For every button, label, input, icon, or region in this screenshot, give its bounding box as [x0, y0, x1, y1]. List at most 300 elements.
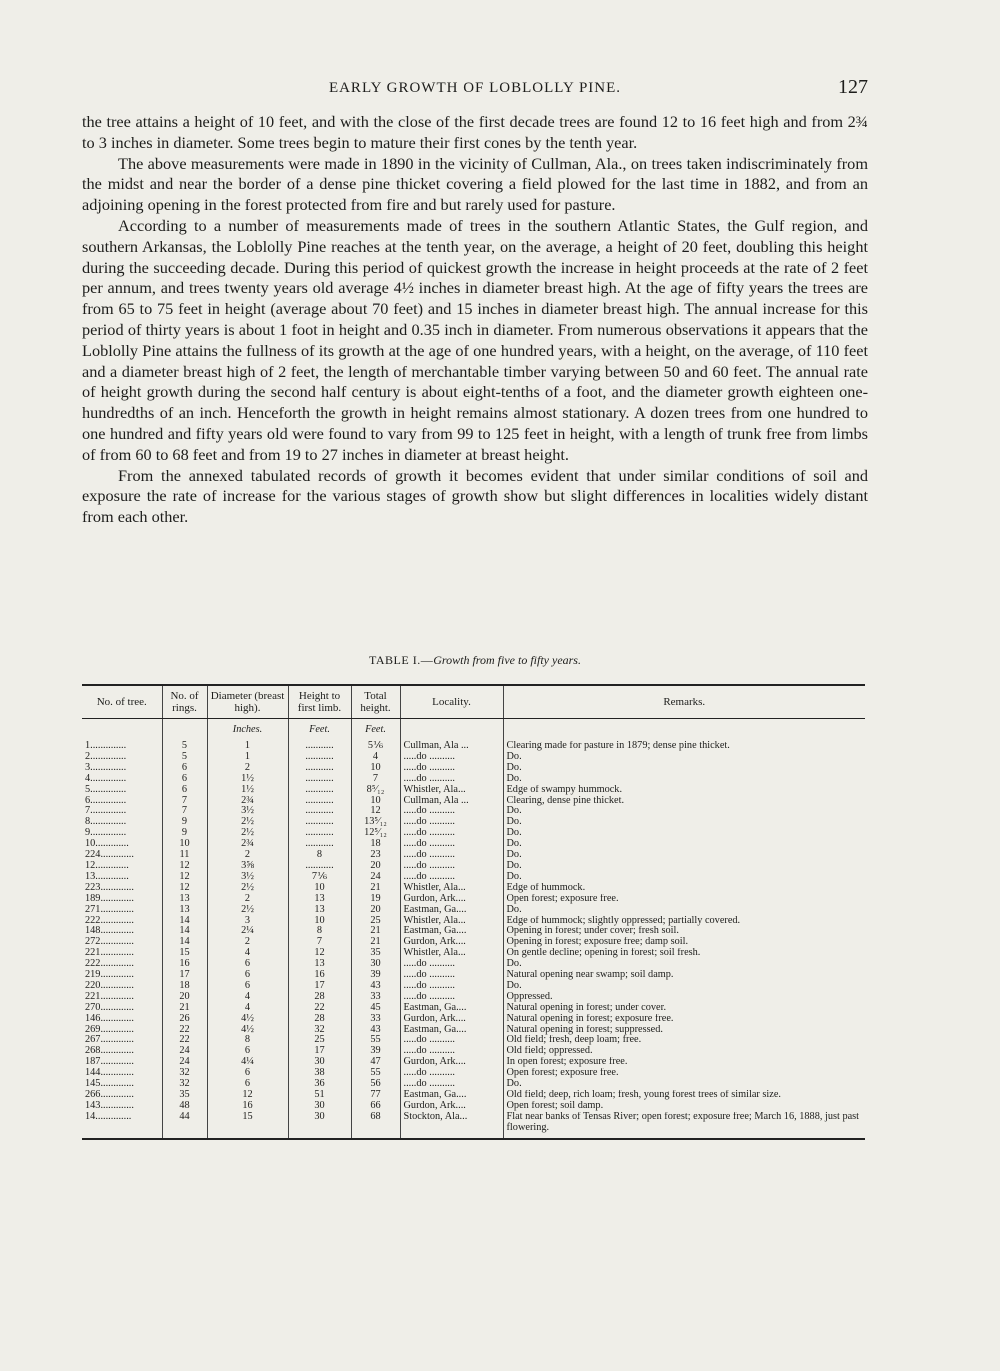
table-row	[82, 796, 865, 807]
cell-remarks: Old field; oppressed.	[506, 1046, 593, 1057]
cell-total-height: 43	[351, 1025, 400, 1036]
cell-first-limb: 16	[288, 970, 351, 981]
table-row	[82, 1079, 865, 1090]
cell-tree-number: 221.............	[82, 992, 162, 1003]
table-row	[82, 839, 865, 850]
cell-diameter: 2½	[207, 817, 288, 828]
cell-diameter: 2¼	[207, 926, 288, 937]
cell-locality: .....do ..........	[400, 981, 503, 992]
cell-tree-number: 7..............	[82, 806, 162, 817]
cell-locality: Gurdon, Ark....	[400, 1014, 503, 1025]
cell-first-limb: ...........	[288, 817, 351, 828]
cell-total-height: 47	[351, 1057, 400, 1068]
cell-remarks: Do.	[506, 1079, 522, 1090]
cell-first-limb: 13	[288, 894, 351, 905]
cell-diameter: 3½	[207, 872, 288, 883]
cell-tree-number: 148.............	[82, 926, 162, 937]
cell-diameter: 1	[207, 741, 288, 752]
cell-rings: 6	[162, 785, 207, 796]
cell-total-height: 21	[351, 883, 400, 894]
units-cell	[400, 719, 503, 742]
cell-first-limb: ...........	[288, 763, 351, 774]
cell-tree-number: 3..............	[82, 763, 162, 774]
cell-first-limb: 28	[288, 1014, 351, 1025]
table-row	[82, 763, 865, 774]
cell-rings: 12	[162, 883, 207, 894]
paragraph: From the annexed tabulated records of growth it becomes evident that under similar conditions of soil and exposure the rate of increase for the various stages of growth show but slight differences in localities widely distant from each other.	[82, 465, 868, 527]
cell-remarks: Edge of swampy hummock.	[506, 784, 623, 795]
cell-tree-number: 145.............	[82, 1079, 162, 1090]
cell-diameter: 6	[207, 959, 288, 970]
cell-total-height: 33	[351, 992, 400, 1003]
cell-diameter: 15	[207, 1112, 288, 1138]
cell-diameter: 3⅝	[207, 861, 288, 872]
cell-total-height: 10	[351, 763, 400, 774]
table-header	[82, 685, 865, 719]
cell-tree-number: 144.............	[82, 1068, 162, 1079]
cell-rings: 13	[162, 905, 207, 916]
col-header-height: Total height.	[351, 685, 400, 719]
cell-first-limb: 17	[288, 981, 351, 992]
cell-first-limb: 13	[288, 959, 351, 970]
cell-locality: Eastman, Ga....	[400, 1090, 503, 1101]
cell-locality: Whistler, Ala...	[400, 883, 503, 894]
cell-first-limb: 7	[288, 937, 351, 948]
cell-locality: .....do ..........	[400, 970, 503, 981]
cell-total-height: 33	[351, 1014, 400, 1025]
cell-rings: 12	[162, 861, 207, 872]
cell-locality: Stockton, Ala...	[400, 1112, 503, 1138]
units-cell	[162, 719, 207, 742]
cell-rings: 16	[162, 959, 207, 970]
cell-tree-number: 222.............	[82, 916, 162, 927]
cell-tree-number: 187.............	[82, 1057, 162, 1068]
cell-first-limb: 38	[288, 1068, 351, 1079]
cell-locality: Whistler, Ala...	[400, 916, 503, 927]
cell-diameter: 4	[207, 1003, 288, 1014]
cell-rings: 22	[162, 1035, 207, 1046]
cell-locality: .....do ..........	[400, 774, 503, 785]
table-row	[82, 981, 865, 992]
cell-diameter: 4	[207, 948, 288, 959]
cell-remarks: Clearing, dense pine thicket.	[506, 795, 625, 806]
cell-tree-number: 13.............	[82, 872, 162, 883]
cell-total-height: 35	[351, 948, 400, 959]
paragraph: the tree attains a height of 10 feet, and with the close of the first decade trees are found 12 to 16 feet high and from 2¾ to 3 inches in diameter. Some trees begin to mature their first cones by the tenth year.	[82, 112, 868, 152]
cell-locality: .....do ..........	[400, 1068, 503, 1079]
body-text	[82, 112, 868, 528]
growth-table-grid	[82, 684, 865, 1138]
cell-rings: 10	[162, 839, 207, 850]
cell-tree-number: 268.............	[82, 1046, 162, 1057]
cell-locality: .....do ..........	[400, 992, 503, 1003]
cell-remarks: Open forest; exposure free.	[506, 1068, 619, 1079]
cell-diameter: 4	[207, 992, 288, 1003]
cell-total-height: 18	[351, 839, 400, 850]
cell-remarks: Open forest; soil damp.	[506, 1100, 604, 1111]
table-row	[82, 785, 865, 796]
table-row	[82, 1101, 865, 1112]
cell-remarks: On gentle decline; opening in forest; soil fresh.	[506, 948, 701, 959]
cell-total-height: 7	[351, 774, 400, 785]
cell-locality: .....do ..........	[400, 959, 503, 970]
table-row	[82, 992, 865, 1003]
cell-rings: 14	[162, 916, 207, 927]
cell-total-height: 21	[351, 926, 400, 937]
page-number: 127	[838, 76, 868, 98]
cell-locality: Eastman, Ga....	[400, 926, 503, 937]
cell-diameter: 6	[207, 970, 288, 981]
cell-tree-number: 2..............	[82, 752, 162, 763]
cell-tree-number: 223.............	[82, 883, 162, 894]
cell-locality: Gurdon, Ark....	[400, 1057, 503, 1068]
cell-rings: 14	[162, 937, 207, 948]
cell-locality: .....do ..........	[400, 817, 503, 828]
cell-first-limb: ...........	[288, 839, 351, 850]
table-row	[82, 850, 865, 861]
cell-remarks: Natural opening in forest; exposure free.	[506, 1013, 674, 1024]
growth-table	[82, 684, 865, 1140]
cell-diameter: 2	[207, 763, 288, 774]
cell-rings: 9	[162, 828, 207, 839]
paragraph: According to a number of measurements made of trees in the southern Atlantic States, the Gulf region, and southern Arkansas, the Loblolly Pine reaches at the tenth year, on the average, a height of 20 feet, doubling this height during the succeeding decade. During this period of quickest growth the increase in height proceeds at the rate of 2 feet per annum, and trees twenty years old average 4½ inches in diameter breast high. At the age of fifty years the trees are from 65 to 75 feet in height (average about 70 feet) and 15 inches in diameter breast high. The annual increase for this period of thirty years is about 1 foot in height and 0.35 inch in diameter. From numerous observations it appears that the Loblolly Pine attains the fullness of its growth at the age of one hundred years, with a height, on the average, of 110 feet and a diameter breast high of 2 feet, the length of merchantable timber varying between 50 and 60 feet. The annual rate of height growth during the second half century is about eight-tenths of a foot, and the diameter growth eighteen one-hundredths of an inch. Henceforth the growth in height remains almost stationary. A dozen trees from one hundred to one hundred and fifty years old were found to vary from 99 to 125 feet in height, with a length of trunk free from limbs of from 60 to 68 feet and from 19 to 27 inches in diameter at breast height.	[82, 215, 868, 464]
cell-tree-number: 8..............	[82, 817, 162, 828]
cell-total-height: 39	[351, 970, 400, 981]
table-row	[82, 774, 865, 785]
cell-locality: Gurdon, Ark....	[400, 1101, 503, 1112]
cell-locality: .....do ..........	[400, 828, 503, 839]
cell-diameter: 1½	[207, 785, 288, 796]
cell-remarks: Flat near banks of Tensas River; open forest; exposure free; March 16, 1888, just past flowering.	[506, 1111, 860, 1133]
cell-first-limb: ...........	[288, 785, 351, 796]
cell-total-height: 23	[351, 850, 400, 861]
cell-rings: 32	[162, 1079, 207, 1090]
cell-tree-number: 270.............	[82, 1003, 162, 1014]
table-body	[82, 719, 865, 1138]
cell-total-height: 77	[351, 1090, 400, 1101]
col-header-limb: Height to first limb.	[288, 685, 351, 719]
cell-total-height: 43	[351, 981, 400, 992]
cell-total-height: 56	[351, 1079, 400, 1090]
cell-rings: 24	[162, 1057, 207, 1068]
cell-diameter: 2½	[207, 905, 288, 916]
cell-first-limb: ...........	[288, 774, 351, 785]
cell-first-limb: ...........	[288, 752, 351, 763]
cell-rings: 35	[162, 1090, 207, 1101]
table-row	[82, 959, 865, 970]
cell-locality: .....do ..........	[400, 850, 503, 861]
cell-locality: Eastman, Ga....	[400, 1003, 503, 1014]
cell-total-height: 10	[351, 796, 400, 807]
cell-remarks: In open forest; exposure free.	[506, 1057, 628, 1068]
cell-remarks: Edge of hummock; slightly oppressed; partially covered.	[506, 915, 741, 926]
cell-first-limb: 30	[288, 1112, 351, 1138]
cell-locality: Cullman, Ala ...	[400, 796, 503, 807]
table-row	[82, 828, 865, 839]
cell-first-limb: ...........	[288, 796, 351, 807]
cell-first-limb: 10	[288, 916, 351, 927]
cell-diameter: 4½	[207, 1014, 288, 1025]
table-row	[82, 1068, 865, 1079]
cell-tree-number: 4..............	[82, 774, 162, 785]
cell-locality: .....do ..........	[400, 806, 503, 817]
cell-total-height: 25	[351, 916, 400, 927]
cell-total-height: 12⁵⁄₁₂	[351, 828, 400, 839]
cell-diameter: 12	[207, 1090, 288, 1101]
cell-total-height: 20	[351, 905, 400, 916]
cell-first-limb: 22	[288, 1003, 351, 1014]
cell-diameter: 2½	[207, 883, 288, 894]
cell-first-limb: 51	[288, 1090, 351, 1101]
cell-diameter: 2¾	[207, 796, 288, 807]
table-row	[82, 1025, 865, 1036]
table-row	[82, 1014, 865, 1025]
table-row	[82, 872, 865, 883]
cell-rings: 15	[162, 948, 207, 959]
cell-locality: Gurdon, Ark....	[400, 937, 503, 948]
cell-remarks: Do.	[506, 773, 522, 784]
cell-rings: 6	[162, 774, 207, 785]
cell-tree-number: 10.............	[82, 839, 162, 850]
cell-first-limb: ...........	[288, 741, 351, 752]
cell-remarks: Do.	[506, 839, 522, 850]
cell-rings: 12	[162, 872, 207, 883]
cell-rings: 7	[162, 806, 207, 817]
cell-remarks: Old field; fresh, deep loam; free.	[506, 1035, 642, 1046]
units-row	[82, 719, 865, 742]
table-row	[82, 861, 865, 872]
cell-rings: 26	[162, 1014, 207, 1025]
cell-remarks: Edge of hummock.	[506, 882, 586, 893]
cell-first-limb: ...........	[288, 828, 351, 839]
cell-diameter: 16	[207, 1101, 288, 1112]
cell-diameter: 3½	[207, 806, 288, 817]
cell-tree-number: 266.............	[82, 1090, 162, 1101]
cell-first-limb: 7⅙	[288, 872, 351, 883]
col-header-diameter: Diameter (breast high).	[207, 685, 288, 719]
cell-remarks: Natural opening in forest; under cover.	[506, 1002, 667, 1013]
cell-remarks: Oppressed.	[506, 991, 553, 1002]
cell-tree-number: 220.............	[82, 981, 162, 992]
cell-total-height: 19	[351, 894, 400, 905]
cell-tree-number: 222.............	[82, 959, 162, 970]
table-row	[82, 916, 865, 927]
col-header-locality: Locality.	[400, 685, 503, 719]
units-cell	[82, 719, 162, 742]
table-row	[82, 1035, 865, 1046]
cell-diameter: 6	[207, 1046, 288, 1057]
cell-total-height: 21	[351, 937, 400, 948]
table-row	[82, 752, 865, 763]
cell-tree-number: 267.............	[82, 1035, 162, 1046]
cell-total-height: 30	[351, 959, 400, 970]
cell-total-height: 4	[351, 752, 400, 763]
cell-remarks: Do.	[506, 860, 522, 871]
units-limb: Feet.	[288, 719, 351, 742]
cell-remarks: Opening in forest; under cover; fresh soil.	[506, 926, 679, 937]
cell-total-height: 68	[351, 1112, 400, 1138]
cell-locality: .....do ..........	[400, 861, 503, 872]
table-row	[82, 948, 865, 959]
cell-locality: Cullman, Ala ...	[400, 741, 503, 752]
cell-locality: Gurdon, Ark....	[400, 894, 503, 905]
cell-tree-number: 12.............	[82, 861, 162, 872]
cell-locality: Whistler, Ala...	[400, 785, 503, 796]
cell-total-height: 13⁵⁄₁₂	[351, 817, 400, 828]
cell-remarks: Old field; deep, rich loam; fresh, young forest trees of similar size.	[506, 1090, 782, 1100]
table-row	[82, 1057, 865, 1068]
cell-rings: 48	[162, 1101, 207, 1112]
cell-total-height: 66	[351, 1101, 400, 1112]
cell-locality: Eastman, Ga....	[400, 1025, 503, 1036]
cell-first-limb: 28	[288, 992, 351, 1003]
cell-remarks: Do.	[506, 871, 522, 882]
table-row	[82, 741, 865, 752]
cell-rings: 17	[162, 970, 207, 981]
cell-remarks: Open forest; exposure free.	[506, 893, 619, 904]
cell-tree-number: 143.............	[82, 1101, 162, 1112]
cell-rings: 21	[162, 1003, 207, 1014]
table-row	[82, 1112, 865, 1138]
col-header-remarks: Remarks.	[503, 685, 865, 719]
cell-diameter: 3	[207, 916, 288, 927]
col-header-tree: No. of tree.	[82, 685, 162, 719]
cell-diameter: 4¼	[207, 1057, 288, 1068]
cell-tree-number: 146.............	[82, 1014, 162, 1025]
table-row	[82, 937, 865, 948]
col-header-rings: No. of rings.	[162, 685, 207, 719]
cell-remarks: Natural opening in forest; suppressed.	[506, 1024, 663, 1035]
cell-remarks: Do.	[506, 904, 522, 915]
cell-tree-number: 6..............	[82, 796, 162, 807]
cell-rings: 13	[162, 894, 207, 905]
cell-locality: .....do ..........	[400, 1035, 503, 1046]
cell-first-limb: 25	[288, 1035, 351, 1046]
cell-first-limb: 36	[288, 1079, 351, 1090]
cell-tree-number: 1..............	[82, 741, 162, 752]
table-row	[82, 883, 865, 894]
units-diameter: Inches.	[207, 719, 288, 742]
cell-remarks: Do.	[506, 751, 522, 762]
cell-rings: 24	[162, 1046, 207, 1057]
cell-diameter: 2½	[207, 828, 288, 839]
table-caption-subtitle: Growth from five to fifty years.	[433, 653, 581, 667]
table-row	[82, 1090, 865, 1101]
table-row	[82, 905, 865, 916]
paragraph: The above measurements were made in 1890 in the vicinity of Cullman, Ala., on trees taken indiscriminately from the midst and near the border of a dense pine thicket covering a field plowed for the last time in 1882, and from an adjoining opening in the forest protected from fire and but rarely used for pasture.	[82, 153, 868, 215]
cell-remarks: Do.	[506, 817, 522, 828]
cell-remarks: Do.	[506, 828, 522, 839]
cell-rings: 9	[162, 817, 207, 828]
cell-diameter: 2	[207, 894, 288, 905]
cell-diameter: 2	[207, 850, 288, 861]
cell-locality: .....do ..........	[400, 752, 503, 763]
cell-remarks: Do.	[506, 850, 522, 861]
table-bottom-rule	[82, 1138, 865, 1140]
cell-tree-number: 219.............	[82, 970, 162, 981]
cell-tree-number: 14..............	[82, 1112, 162, 1138]
cell-locality: .....do ..........	[400, 763, 503, 774]
cell-remarks: Do.	[506, 806, 522, 817]
cell-first-limb: 30	[288, 1057, 351, 1068]
cell-first-limb: 32	[288, 1025, 351, 1036]
cell-tree-number: 221.............	[82, 948, 162, 959]
running-title: EARLY GROWTH OF LOBLOLLY PINE.	[328, 80, 622, 96]
cell-total-height: 55	[351, 1068, 400, 1079]
cell-tree-number: 272.............	[82, 937, 162, 948]
cell-remarks: Opening in forest; exposure free; damp soil.	[506, 937, 689, 948]
cell-first-limb: 17	[288, 1046, 351, 1057]
cell-remarks: Do.	[506, 980, 522, 991]
table-row	[82, 970, 865, 981]
cell-rings: 11	[162, 850, 207, 861]
cell-diameter: 6	[207, 1068, 288, 1079]
cell-total-height: 5⅙	[351, 741, 400, 752]
cell-diameter: 8	[207, 1035, 288, 1046]
cell-tree-number: 189.............	[82, 894, 162, 905]
table-row	[82, 1046, 865, 1057]
cell-diameter: 1	[207, 752, 288, 763]
table-caption-label: TABLE I.—	[369, 653, 434, 667]
cell-remarks: Clearing made for pasture in 1879; dense pine thicket.	[506, 741, 730, 751]
cell-locality: Eastman, Ga....	[400, 905, 503, 916]
cell-locality: .....do ..........	[400, 839, 503, 850]
cell-first-limb: 8	[288, 850, 351, 861]
cell-rings: 7	[162, 796, 207, 807]
cell-diameter: 6	[207, 981, 288, 992]
cell-remarks: Do.	[506, 959, 522, 970]
table-row	[82, 894, 865, 905]
cell-rings: 18	[162, 981, 207, 992]
cell-remarks: Natural opening near swamp; soil damp.	[506, 970, 674, 981]
cell-total-height: 8⁵⁄₁₂	[351, 785, 400, 796]
page-header	[82, 76, 868, 100]
cell-rings: 6	[162, 763, 207, 774]
cell-total-height: 24	[351, 872, 400, 883]
cell-first-limb: ...........	[288, 861, 351, 872]
cell-first-limb: 30	[288, 1101, 351, 1112]
cell-rings: 32	[162, 1068, 207, 1079]
cell-first-limb: 12	[288, 948, 351, 959]
cell-rings: 44	[162, 1112, 207, 1138]
cell-tree-number: 5..............	[82, 785, 162, 796]
cell-diameter: 6	[207, 1079, 288, 1090]
cell-first-limb: 13	[288, 905, 351, 916]
table-caption	[82, 653, 868, 668]
cell-remarks: Do.	[506, 762, 522, 773]
units-height: Feet.	[351, 719, 400, 742]
cell-locality: .....do ..........	[400, 872, 503, 883]
cell-locality: .....do ..........	[400, 1046, 503, 1057]
cell-tree-number: 224.............	[82, 850, 162, 861]
cell-diameter: 2	[207, 937, 288, 948]
cell-total-height: 20	[351, 861, 400, 872]
table-row	[82, 817, 865, 828]
cell-first-limb: ...........	[288, 806, 351, 817]
table-row	[82, 926, 865, 937]
cell-total-height: 39	[351, 1046, 400, 1057]
cell-locality: .....do ..........	[400, 1079, 503, 1090]
cell-diameter: 2¾	[207, 839, 288, 850]
table-row	[82, 1003, 865, 1014]
cell-tree-number: 271.............	[82, 905, 162, 916]
units-cell	[503, 719, 865, 742]
cell-diameter: 1½	[207, 774, 288, 785]
cell-tree-number: 9..............	[82, 828, 162, 839]
cell-first-limb: 8	[288, 926, 351, 937]
cell-tree-number: 269.............	[82, 1025, 162, 1036]
cell-rings: 5	[162, 752, 207, 763]
